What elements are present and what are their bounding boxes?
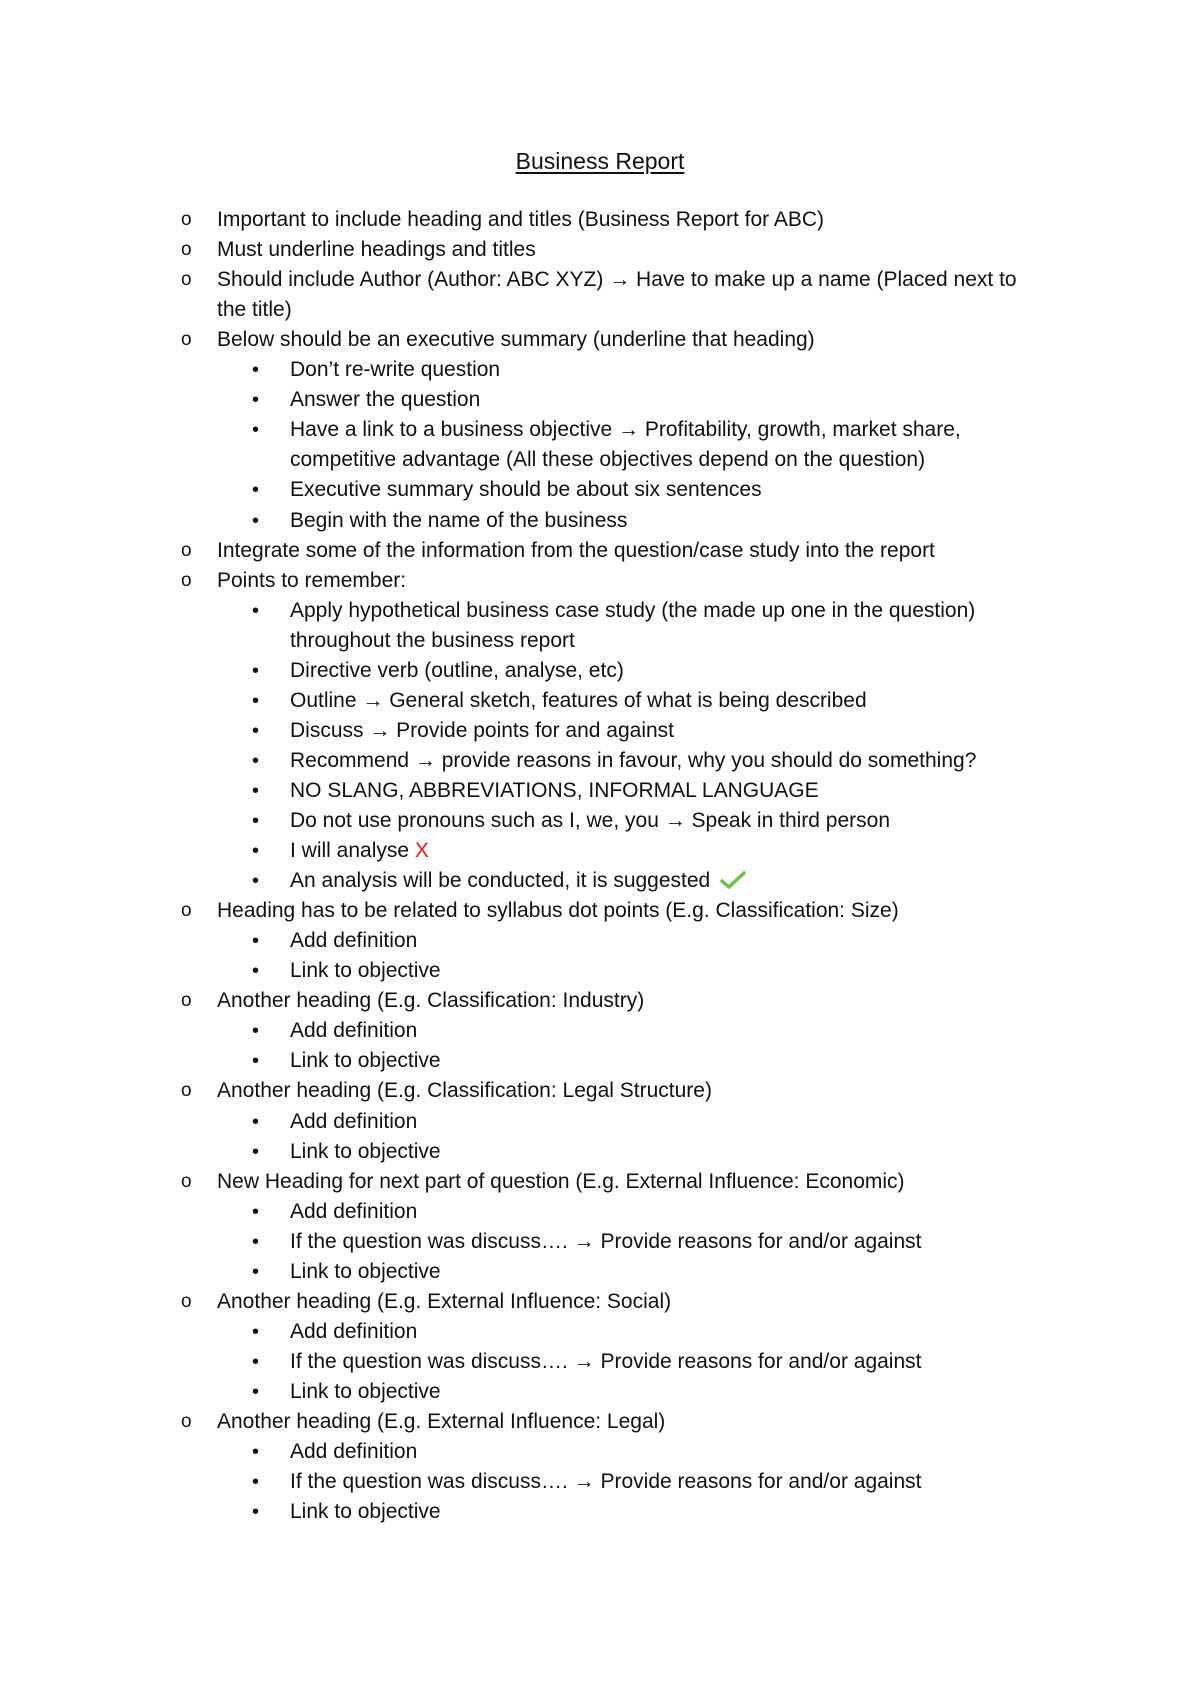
bullet-marker: •: [252, 1501, 260, 1523]
outline-marker: o: [181, 209, 192, 230]
bullet-marker: •: [252, 1381, 260, 1403]
page-title: [0, 146, 1200, 176]
item-text: Link to objective: [290, 1500, 441, 1523]
sub-item-text: [290, 415, 1057, 445]
sub-item-text: [290, 1317, 1057, 1347]
page-title-text: Business Report: [515, 148, 685, 174]
bullet-marker: •: [252, 1441, 260, 1463]
bullet-marker: •: [252, 419, 260, 441]
bullet-marker: •: [252, 1201, 260, 1223]
outline-marker: o: [181, 269, 192, 290]
sub-item-text: [290, 1437, 1057, 1467]
bullet-marker: •: [252, 840, 260, 862]
sub-item-text: [290, 506, 1057, 536]
bullet-marker: •: [252, 1050, 260, 1072]
sub-item-text: [290, 836, 1057, 866]
sub-item-text: [290, 806, 1057, 836]
bullet-marker: •: [252, 1471, 260, 1493]
sub-item-text: [290, 1347, 1057, 1377]
bullet-marker: •: [252, 810, 260, 832]
bullet-marker: •: [252, 660, 260, 682]
item-text: Apply hypothetical business case study (the made up one in the question): [290, 599, 976, 622]
outline-marker: o: [181, 570, 192, 591]
item-text: Points to remember:: [217, 569, 407, 592]
item-text: Link to objective: [290, 1140, 441, 1163]
item-text: Add definition: [290, 1019, 418, 1042]
bullet-marker: •: [252, 780, 260, 802]
outline-marker: o: [181, 1080, 192, 1101]
item-text: Important to include heading and titles (Business Report for ABC): [217, 208, 824, 231]
bullet-marker: •: [252, 690, 260, 712]
item-text: Link to objective: [290, 959, 441, 982]
item-text: Another heading (E.g. Classification: Industry): [217, 989, 645, 1012]
sub-item-text: [290, 1107, 1057, 1137]
sub-item-text: [290, 355, 1057, 385]
item-continuation-text: the title): [217, 298, 292, 321]
sub-item-text: [290, 926, 1057, 956]
item-text: Heading has to be related to syllabus dot points (E.g. Classification: Size): [217, 899, 899, 922]
item-text: Link to objective: [290, 1380, 441, 1403]
outline-item-text: [217, 986, 1057, 1016]
sub-item-text: [290, 1046, 1057, 1076]
outline-marker: o: [181, 329, 192, 350]
sub-item-text: [290, 956, 1057, 986]
bullet-marker: •: [252, 1231, 260, 1253]
item-text: NO SLANG, ABBREVIATIONS, INFORMAL LANGUAGE: [290, 779, 819, 802]
sub-item-text: [290, 1377, 1057, 1407]
outline-marker: o: [181, 1411, 192, 1432]
outline-item-text: [217, 566, 1057, 596]
outline-marker: o: [181, 1291, 192, 1312]
item-text: Outline → General sketch, features of what is being described: [290, 689, 867, 712]
sub-item-text: [290, 475, 1057, 505]
item-text: Begin with the name of the business: [290, 509, 628, 532]
item-text: Do not use pronouns such as I, we, you → Speak in third person: [290, 809, 891, 832]
bullet-marker: •: [252, 960, 260, 982]
outline-item-text: [217, 1287, 1057, 1317]
sub-item-text: [290, 686, 1057, 716]
bullet-marker: •: [252, 510, 260, 532]
bullet-marker: •: [252, 389, 260, 411]
sub-item-text: [290, 1137, 1057, 1167]
outline-item-text: [217, 896, 1057, 926]
item-text: Have a link to a business objective → Profitability, growth, market share,: [290, 418, 961, 441]
item-text: If the question was discuss…. → Provide reasons for and/or against: [290, 1230, 922, 1253]
item-text: Add definition: [290, 1320, 418, 1343]
sub-item-text: [290, 656, 1057, 686]
sub-item-text: [290, 596, 1057, 626]
outline-item-text: [217, 205, 1057, 235]
item-continuation-text: throughout the business report: [290, 629, 575, 652]
item-continuation-text: competitive advantage (All these objectives depend on the question): [290, 448, 926, 471]
bullet-marker: •: [252, 750, 260, 772]
outline-item-text: [217, 235, 1057, 265]
sub-item-text: [290, 1227, 1057, 1257]
checkmark-icon: [720, 871, 746, 891]
bullet-marker: •: [252, 479, 260, 501]
bullet-marker: •: [252, 359, 260, 381]
bullet-marker: •: [252, 1020, 260, 1042]
sub-item-text: [290, 1257, 1057, 1287]
item-text: Below should be an executive summary (underline that heading): [217, 328, 815, 351]
sub-item-text: [290, 746, 1057, 776]
bullet-marker: •: [252, 1141, 260, 1163]
bullet-marker: •: [252, 1351, 260, 1373]
item-text: Add definition: [290, 929, 418, 952]
item-text: Must underline headings and titles: [217, 238, 536, 261]
outline-item-text: [217, 265, 1057, 295]
item-text: Directive verb (outline, analyse, etc): [290, 659, 624, 682]
sub-item-text: [290, 1467, 1057, 1497]
sub-item-text: [290, 866, 1057, 896]
outline-marker: o: [181, 990, 192, 1011]
item-text: Add definition: [290, 1200, 418, 1223]
item-text: Don’t re-write question: [290, 358, 501, 381]
sub-item-text: [290, 1016, 1057, 1046]
item-text: Another heading (E.g. Classification: Legal Structure): [217, 1079, 712, 1102]
item-text: Answer the question: [290, 388, 481, 411]
item-text: Integrate some of the information from the question/case study into the report: [217, 539, 935, 562]
item-text: If the question was discuss…. → Provide reasons for and/or against: [290, 1470, 922, 1493]
sub-item-text: [290, 1197, 1057, 1227]
outline-marker: o: [181, 239, 192, 260]
item-text: Link to objective: [290, 1260, 441, 1283]
item-text: Executive summary should be about six sentences: [290, 478, 762, 501]
item-text: I will analyse: [290, 839, 415, 862]
outline-item-text: [217, 536, 1057, 566]
item-text: Another heading (E.g. External Influence: Legal): [217, 1410, 666, 1433]
sub-item-text: [290, 1497, 1057, 1527]
item-text: Recommend → provide reasons in favour, why you should do something?: [290, 749, 977, 772]
outline-item-text: [217, 325, 1057, 355]
item-text: Add definition: [290, 1440, 418, 1463]
item-text: Should include Author (Author: ABC XYZ) → Have to make up a name (Placed next to: [217, 268, 1017, 291]
outline-marker: o: [181, 900, 192, 921]
bullet-marker: •: [252, 930, 260, 952]
item-text: Add definition: [290, 1110, 418, 1133]
sub-item-text: [290, 776, 1057, 806]
bullet-marker: •: [252, 600, 260, 622]
cross-mark: X: [414, 839, 429, 862]
item-text: If the question was discuss…. → Provide reasons for and/or against: [290, 1350, 922, 1373]
outline-marker: o: [181, 540, 192, 561]
outline-item-text: [217, 1076, 1057, 1106]
item-text: Another heading (E.g. External Influence: Social): [217, 1290, 672, 1313]
outline-item-text: [217, 1407, 1057, 1437]
bullet-marker: •: [252, 1321, 260, 1343]
outline-item-text: [217, 1167, 1057, 1197]
item-text: New Heading for next part of question (E.g. External Influence: Economic): [217, 1170, 905, 1193]
sub-item-text: [290, 385, 1057, 415]
sub-item-text: [290, 716, 1057, 746]
item-text: Link to objective: [290, 1049, 441, 1072]
bullet-marker: •: [252, 1111, 260, 1133]
outline-marker: o: [181, 1171, 192, 1192]
item-text: An analysis will be conducted, it is suggested: [290, 869, 717, 892]
bullet-marker: •: [252, 720, 260, 742]
bullet-marker: •: [252, 1261, 260, 1283]
bullet-marker: •: [252, 870, 260, 892]
item-text: Discuss → Provide points for and against: [290, 719, 675, 742]
